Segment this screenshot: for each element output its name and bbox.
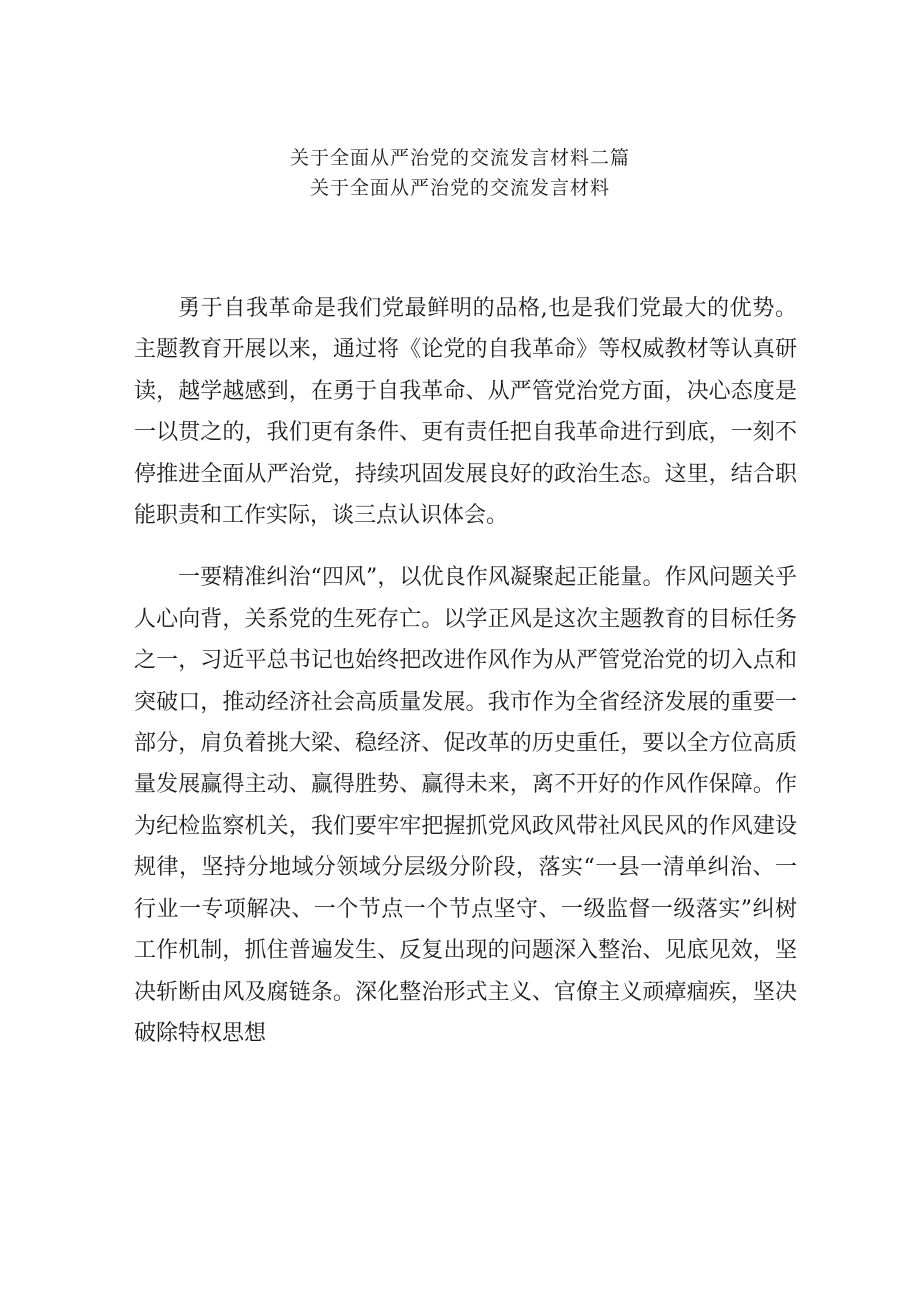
document-title: 关于全面从严治党的交流发言材料二篇	[289, 147, 630, 169]
paragraph-point-one: 一要精准纠治“四风”，以优良作风凝聚起正能量。作风问题关乎人心向背，关系党的生死存亡。以学正风是这次主题教育的目标任务之一，习近平总书记也始终把改进作风作为从严管党治党的切入点和突破口，推动经济社会高质量发展。我市作为全省经济发展的重要一部分，肩负着挑大梁、稳经济、促改革的历史重任，要以全方位高质量发展赢得主动、赢得胜势、赢得未来，离不开好的作风作保障。作为纪检监察机关，我们要牢牢把握抓党风政风带社风民风的作风建设规律，坚持分地域分领域分层级分阶段，落实“一县一清单纠治、一行业一专项解决、一个节点一个节点坚守、一级监督一级落实”纠树工作机制，抓住普遍发生、反复出现的问题深入整治、见底见效，坚决斩断由风及腐链条。深化整治形式主义、官僚主义顽瘴痼疾，坚决破除特权思想	[134, 565, 797, 1046]
document-body	[134, 288, 797, 1054]
document-subtitle: 关于全面从严治党的交流发言材料	[309, 177, 610, 199]
paragraph-intro: 勇于自我革命是我们党最鲜明的品格,也是我们党最大的优势。主题教育开展以来，通过将《论党的自我革命》等权威教材等认真研读，越学越感到，在勇于自我革命、从严管党治党方面，决心态度是一以贯之的，我们更有条件、更有责任把自我革命进行到底，一刻不停推进全面从严治党，持续巩固发展良好的政治生态。这里，结合职能职责和工作实际，谈三点认识体会。	[134, 296, 797, 529]
title-block	[0, 143, 920, 203]
